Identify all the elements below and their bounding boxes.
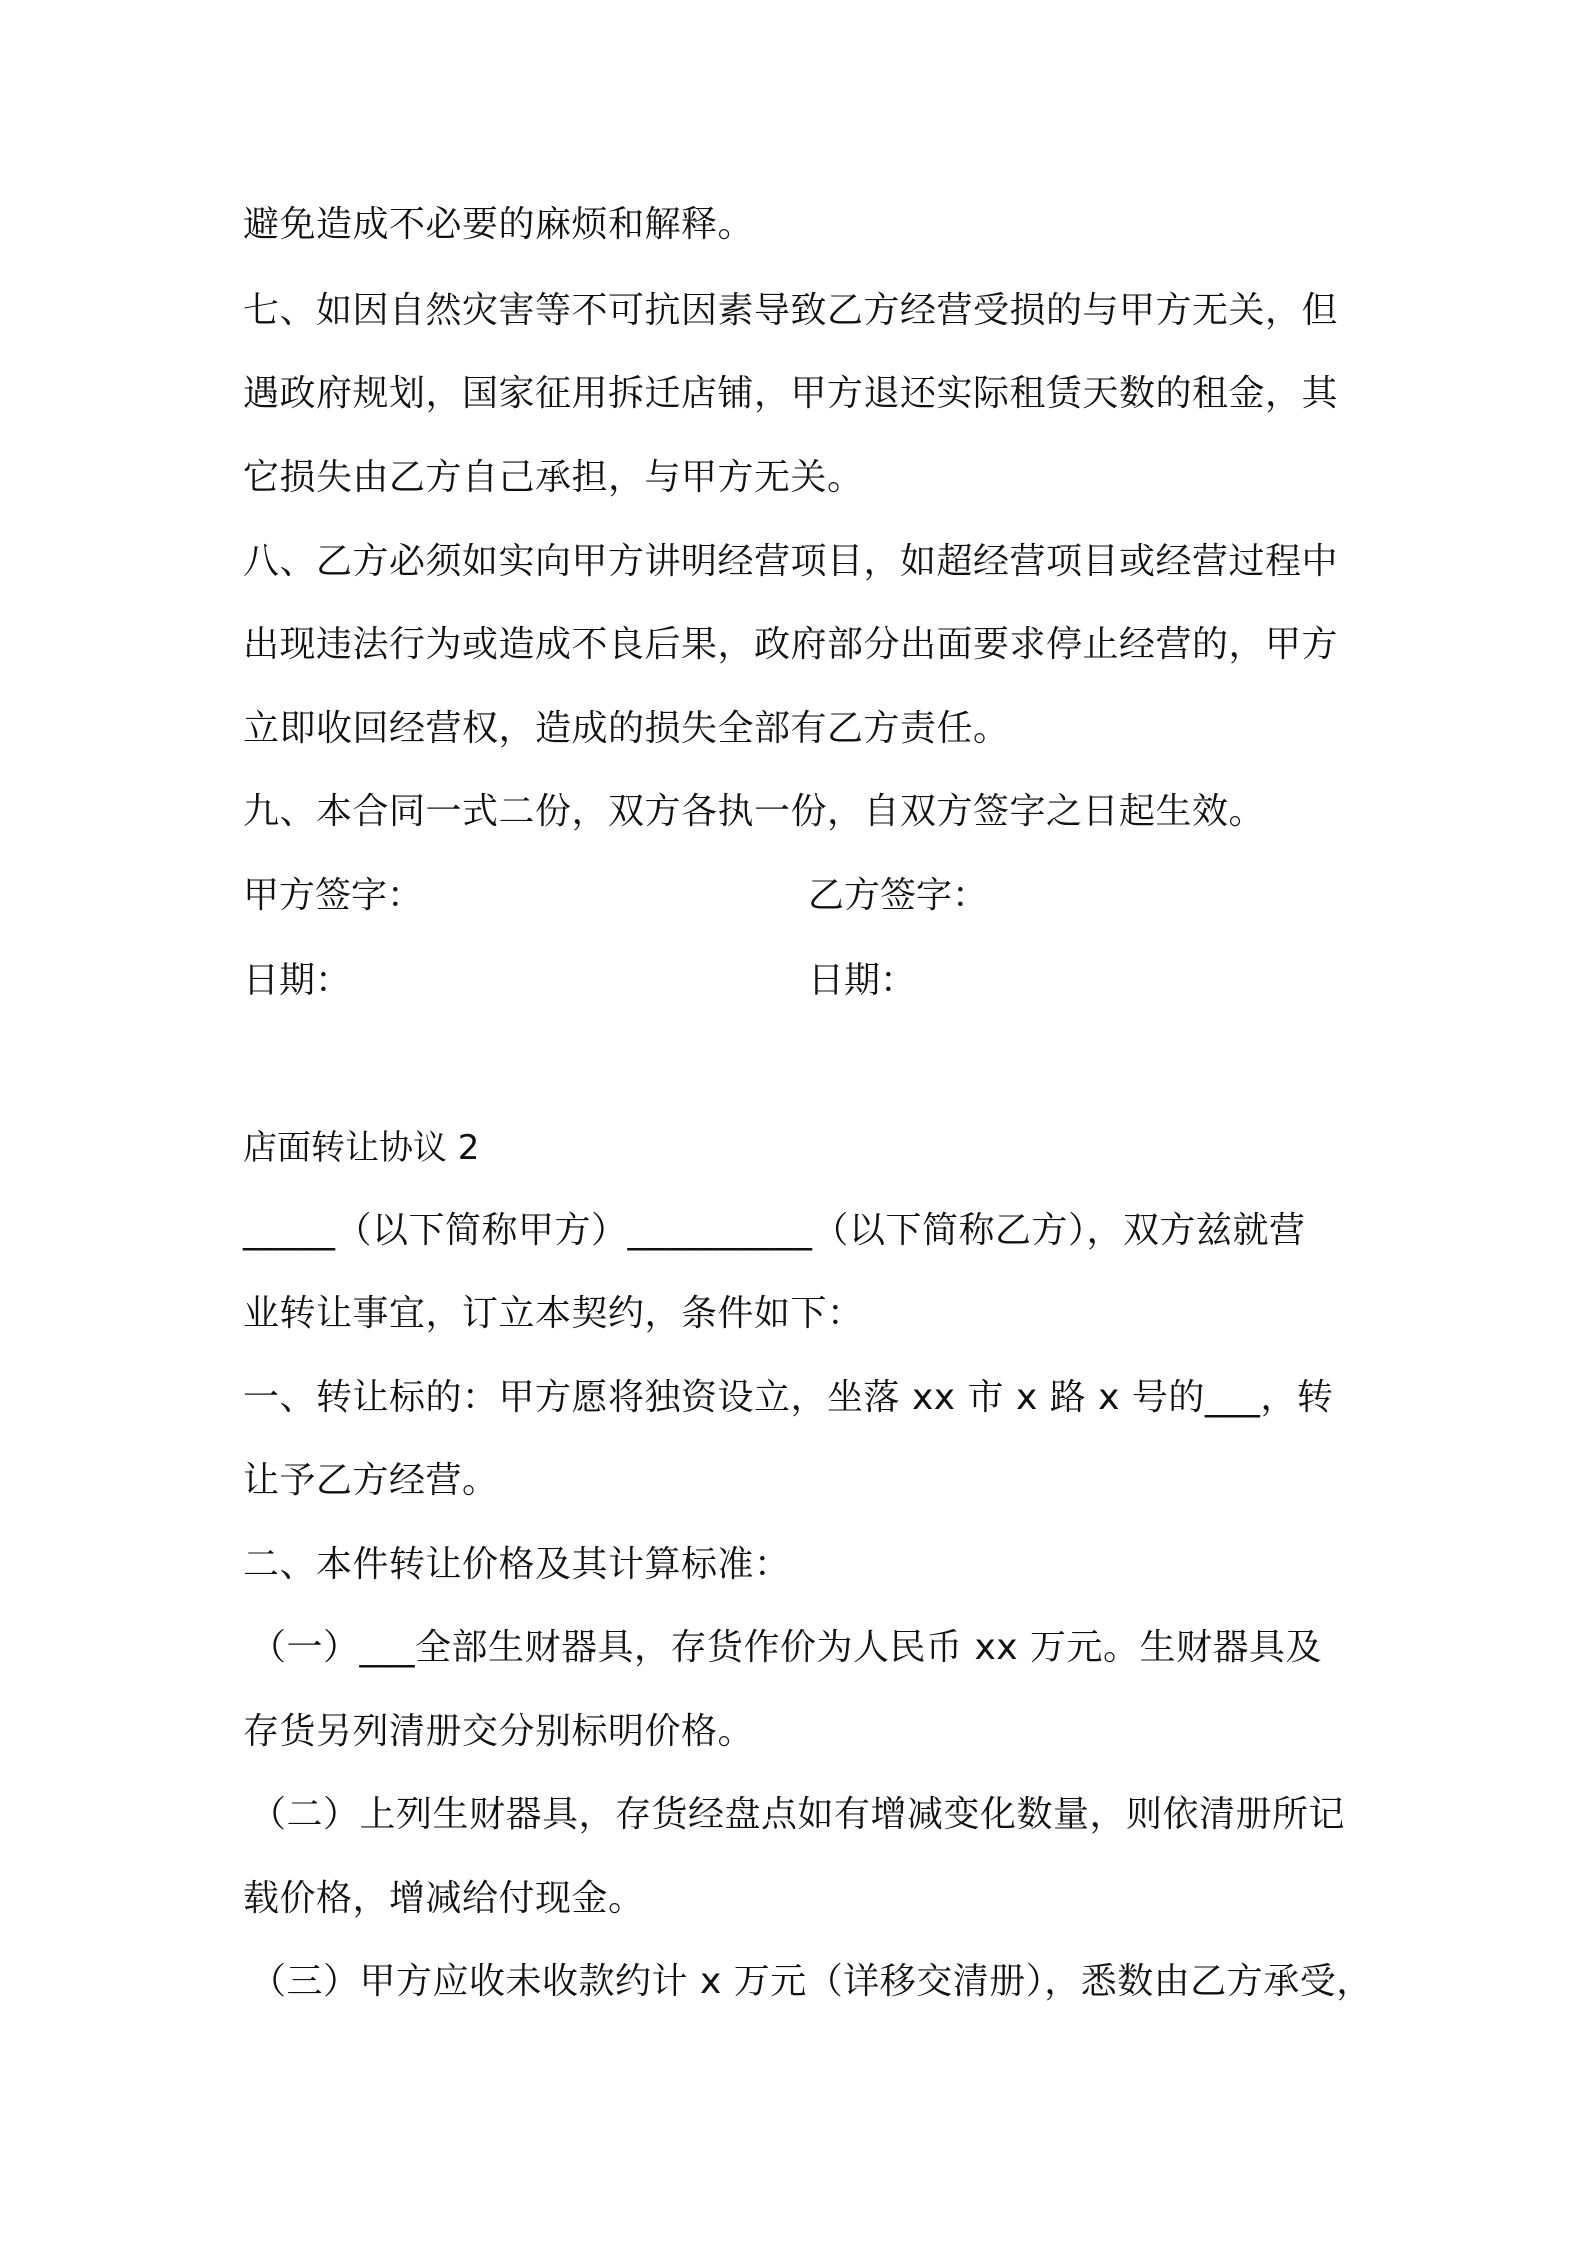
- clause-8-line-1: 八、乙方必须如实向甲方讲明经营项目，如超经营项目或经营过程中: [243, 541, 1339, 582]
- clause-8-line-3: 立即收回经营权，造成的损失全部有乙方责任。: [243, 708, 1010, 749]
- party-b-date-label: 日期：: [808, 960, 917, 1001]
- clause-2-item-1-line-2: 存货另列清册交分别标明价格。: [243, 1711, 755, 1752]
- clause-2-item-3-line-1: （三）甲方应收未收款约计 x 万元（详移交清册），悉数由乙方承受，: [250, 1961, 1373, 2002]
- party-a-signature-label: 甲方签字：: [243, 875, 424, 916]
- clause-7-line-1: 七、如因自然灾害等不可抗因素导致乙方经营受损的与甲方无关，但: [243, 290, 1339, 331]
- clause-2-item-2-line-1: （二）上列生财器具，存货经盘点如有增减变化数量，则依清册所记: [250, 1794, 1346, 1835]
- clause-2-item-2-line-2: 载价格，增减给付现金。: [243, 1878, 645, 1919]
- clause-9-line: 九、本合同一式二份，双方各执一份，自双方签字之日起生效。: [243, 791, 1266, 832]
- preamble-line-2: 业转让事宜，订立本契约，条件如下：: [243, 1293, 864, 1334]
- clause-1-line-2: 让予乙方经营。: [243, 1460, 499, 1501]
- section-title: 店面转让协议 2: [243, 1128, 480, 1168]
- clause-2-item-1-line-1: （一）___全部生财器具，存货作价为人民币 xx 万元。生财器具及: [250, 1627, 1322, 1668]
- paragraph-line: 避免造成不必要的麻烦和解释。: [243, 204, 755, 245]
- preamble-line-1: _____（以下简称甲方）__________（以下简称乙方），双方兹就营: [243, 1210, 1306, 1251]
- clause-2-heading: 二、本件转让价格及其计算标准：: [243, 1544, 791, 1585]
- clause-1-line-1: 一、转让标的：甲方愿将独资设立，坐落 xx 市 x 路 x 号的___，转: [243, 1377, 1334, 1418]
- party-b-signature-label: 乙方签字：: [808, 875, 989, 916]
- party-a-date-label: 日期：: [243, 960, 352, 1001]
- clause-7-line-2: 遇政府规划，国家征用拆迁店铺，甲方退还实际租赁天数的租金，其: [243, 373, 1339, 414]
- clause-8-line-2: 出现违法行为或造成不良后果，政府部分出面要求停止经营的，甲方: [243, 624, 1339, 665]
- clause-7-line-3: 它损失由乙方自己承担，与甲方无关。: [243, 457, 864, 498]
